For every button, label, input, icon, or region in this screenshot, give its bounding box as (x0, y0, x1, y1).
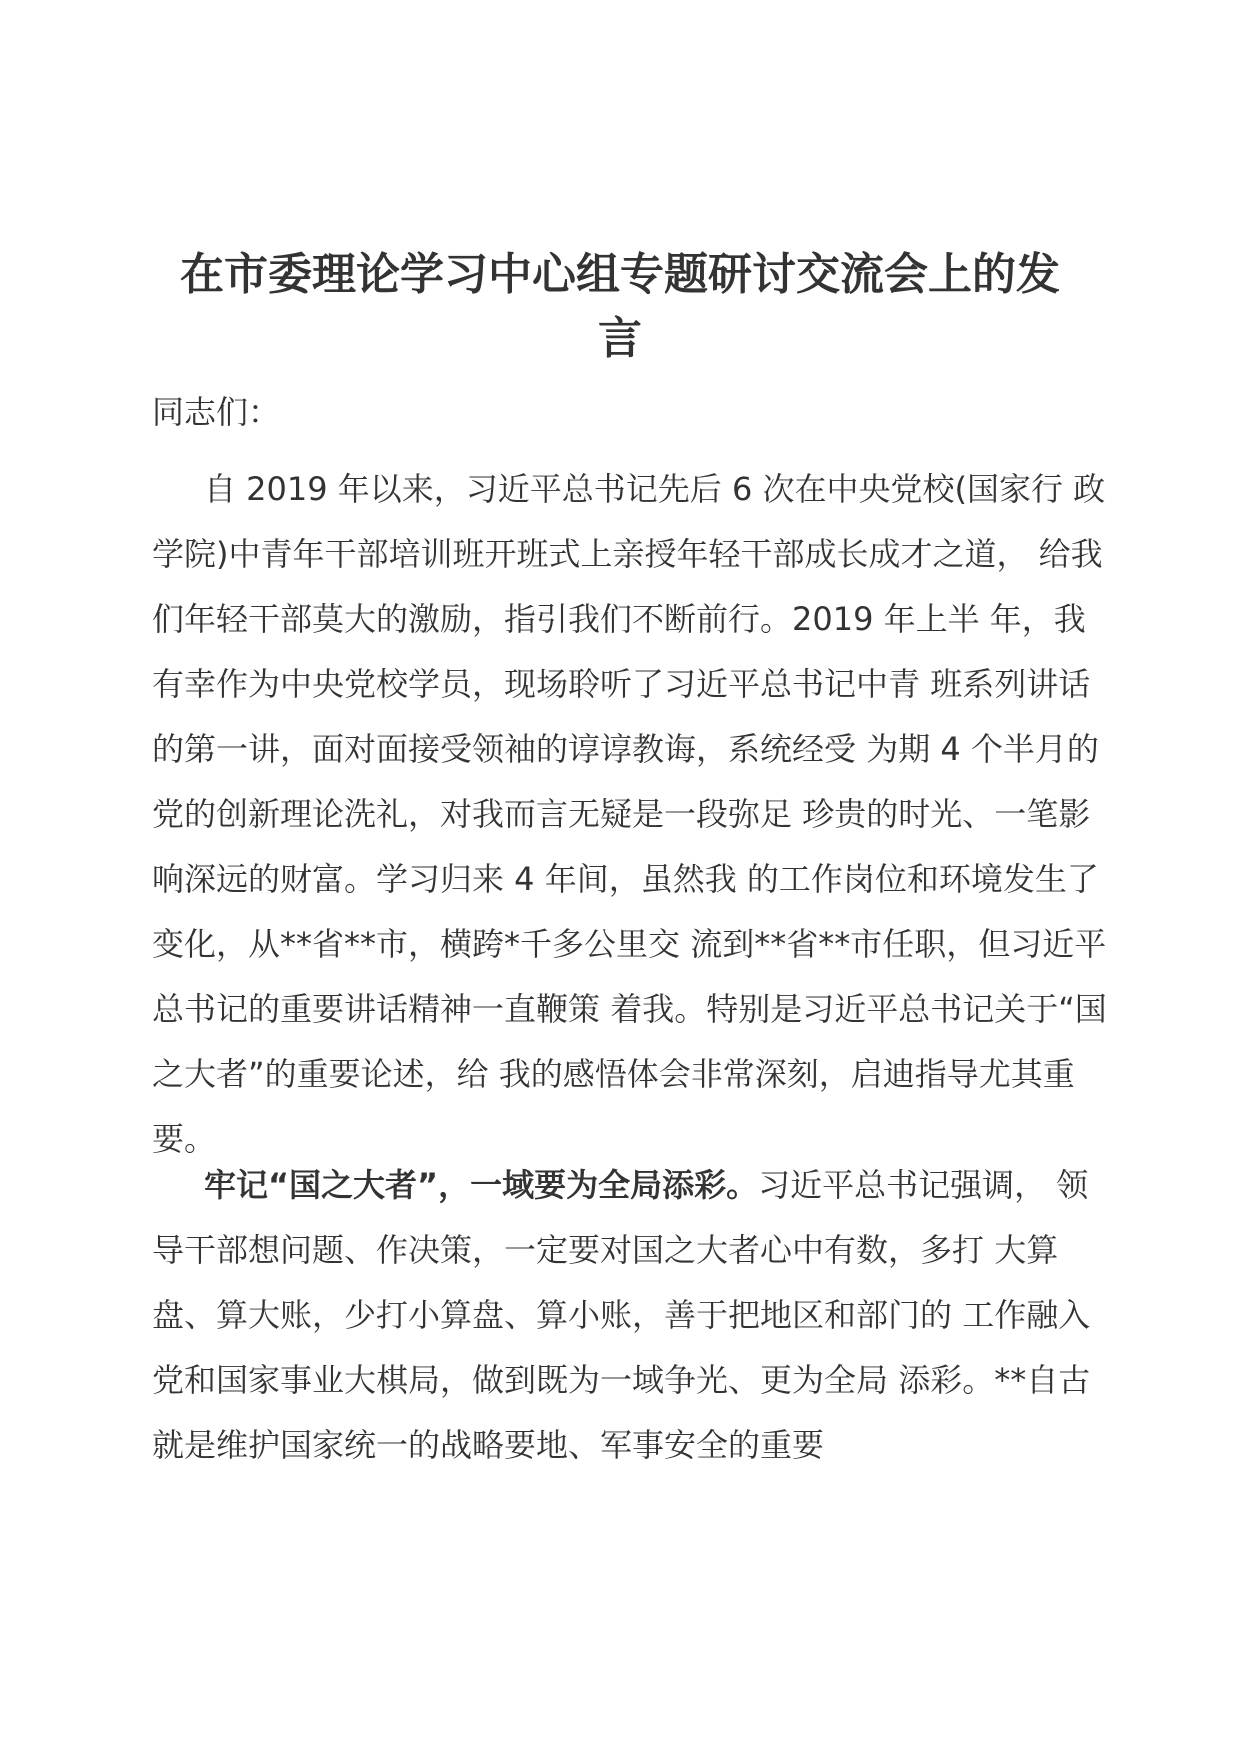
paragraph-1 (152, 457, 1112, 1172)
paragraph-line: 领导干部想问题、作决策，一定要对国之大者心中有数，多打 (152, 1166, 1089, 1269)
paragraph-line: 添彩。**自古就是维护国家统一的战略要地、军事安全的重要 (152, 1361, 1091, 1464)
paragraph-2 (152, 1153, 1112, 1478)
paragraph-line: 着我。特别是习近平总书记关于“国之大者”的重要论述，给 (152, 990, 1107, 1093)
document-title (150, 243, 1090, 371)
salutation: 同志们： (152, 393, 281, 431)
document-title-line1: 在市委理论学习中心组专题研讨交流会上的发 (180, 249, 1060, 300)
paragraph-first-line (152, 1166, 1046, 1204)
paragraph-bold-lead: 牢记“国之大者”，一域要为全局添彩。 (204, 1166, 759, 1204)
paragraph-line: 年，我有幸作为中央党校学员，现场聆听了习近平总书记中青 (152, 600, 1086, 703)
paragraph-line: 大算盘、算大账，少打小算盘、算小账，善于把地区和部门的 (152, 1231, 1059, 1334)
paragraph-line: 流到**省**市任职，但习近平总书记的重要讲话精神一直鞭策 (152, 925, 1107, 1028)
paragraph-line: 为期 4 个半月的党的创新理论洗礼，对我而言无疑是一段弥足 (152, 730, 1099, 833)
paragraph-first-line-rest: 习近平总书记强调， (758, 1166, 1047, 1204)
paragraph-line: 的工作岗位和环境发生了变化，从**省**市，横跨*千多公里交 (152, 860, 1099, 963)
paragraph-line: 工作融入党和国家事业大棋局，做到既为一域争光、更为全局 (152, 1296, 1091, 1399)
paragraph-line: 政学院)中青年干部培训班开班式上亲授年轻干部成长成才之道， (152, 470, 1106, 573)
document-title-line2: 言 (598, 313, 642, 364)
paragraph-line: 自 2019 年以来，习近平总书记先后 6 次在中央党校(国家行 (204, 470, 1063, 508)
paragraph-line: 给我们年轻干部莫大的激励，指引我们不断前行。2019 年上半 (152, 535, 1103, 638)
paragraph-line: 班系列讲话的第一讲，面对面接受领袖的谆谆教诲，系统经受 (152, 665, 1091, 768)
paragraph-line: 我的感悟体会非常深刻，启迪指导尤其重要。 (152, 1055, 1075, 1158)
paragraph-line: 珍贵的时光、一笔影响深远的财富。学习归来 4 年间，虽然我 (152, 795, 1091, 898)
